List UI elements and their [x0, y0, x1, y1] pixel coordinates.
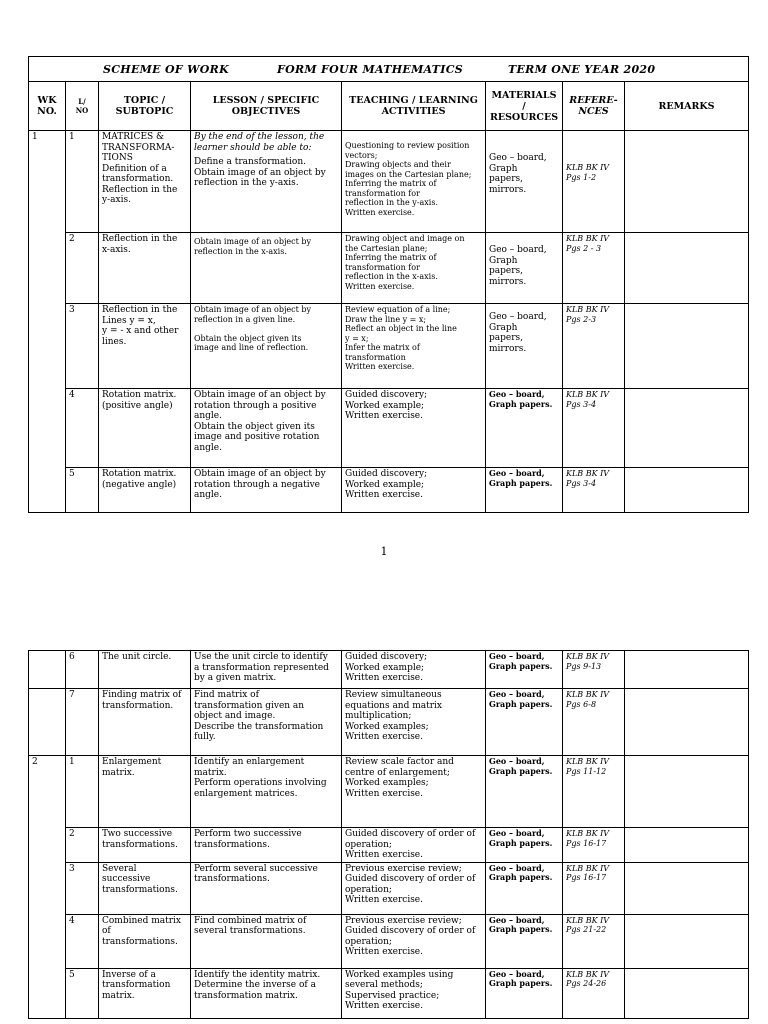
activities-cell: Drawing object and image on the Cartesian plane; Inferring the matrix of transformation for reflection in the x-axis. Written exercise. [342, 233, 486, 304]
table-row [29, 233, 749, 304]
table-row [29, 968, 749, 1018]
table-row [29, 389, 749, 468]
objectives-cell: Obtain image of an object by rotation through a positive angle. Obtain the object given its image and positive rotation angle. [191, 389, 342, 468]
topic-cell: MATRICES & TRANSFORMA- TIONS Definition of a transformation. Reflection in the y-axis. [99, 131, 191, 233]
week-cell [29, 651, 66, 689]
remarks-cell [625, 968, 749, 1018]
header-wk: WK NO. [29, 82, 66, 131]
week-cell: 2 [29, 756, 66, 1019]
topic-cell: Finding matrix of transformation. [99, 689, 191, 756]
lesson-number: 4 [66, 914, 99, 968]
topic-cell: Enlargement matrix. [99, 756, 191, 828]
lesson-number: 2 [66, 828, 99, 863]
remarks-cell [625, 651, 749, 689]
lesson-number: 6 [66, 651, 99, 689]
references-cell: KLB BK IV Pgs 2 - 3 [563, 233, 625, 304]
scheme-title: SCHEME OF WORK [103, 63, 229, 76]
objectives-text: Define a transformation. Obtain image of an object by reflection in the y-axis. [194, 157, 326, 188]
activities-cell: Worked examples using several methods; Supervised practice; Written exercise. [342, 968, 486, 1018]
header-materials: MATERIALS / RESOURCES [486, 82, 563, 131]
objectives-cell [191, 131, 342, 233]
header-objectives: LESSON / SPECIFIC OBJECTIVES [191, 82, 342, 131]
lesson-number: 3 [66, 304, 99, 389]
materials-cell: Geo – board, Graph papers. [486, 914, 563, 968]
week-cell [29, 689, 66, 756]
remarks-cell [625, 304, 749, 389]
references-cell: KLB BK IV Pgs 16-17 [563, 862, 625, 914]
references-cell: KLB BK IV Pgs 11-12 [563, 756, 625, 828]
references-cell: KLB BK IV Pgs 9-13 [563, 651, 625, 689]
table-row [29, 689, 749, 756]
title-row [29, 57, 749, 82]
objectives-cell: Obtain image of an object by reflection in the x-axis. [191, 233, 342, 304]
materials-cell: Geo – board, Graph papers. [486, 389, 563, 468]
materials-cell: Geo – board, Graph papers. [486, 828, 563, 863]
week-cell: 1 [29, 131, 66, 513]
table-row [29, 131, 749, 233]
materials-cell: Geo – board, Graph papers. [486, 651, 563, 689]
activities-cell: Guided discovery; Worked example; Written exercise. [342, 389, 486, 468]
topic-cell: Reflection in the Lines y = x, y = - x and other lines. [99, 304, 191, 389]
remarks-cell [625, 914, 749, 968]
references-cell: KLB BK IV Pgs 6-8 [563, 689, 625, 756]
activities-cell: Guided discovery of order of operation; Written exercise. [342, 828, 486, 863]
table-row [29, 862, 749, 914]
objectives-intro: By the end of the lesson, the learner should be able to: [194, 132, 325, 153]
objectives-cell: Perform two successive transformations. [191, 828, 342, 863]
materials-cell: Geo – board, Graph papers, mirrors. [486, 304, 563, 389]
objectives-cell: Obtain image of an object by rotation through a negative angle. [191, 468, 342, 513]
topic-cell: Inverse of a transformation matrix. [99, 968, 191, 1018]
activities-cell: Review simultaneous equations and matrix multiplication; Worked examples; Written exercise. [342, 689, 486, 756]
topic-cell: The unit circle. [99, 651, 191, 689]
remarks-cell [625, 689, 749, 756]
references-cell: KLB BK IV Pgs 16-17 [563, 828, 625, 863]
lesson-number: 7 [66, 689, 99, 756]
table-row [29, 468, 749, 513]
lesson-number: 4 [66, 389, 99, 468]
objectives-cell: Obtain image of an object by reflection in a given line. Obtain the object given its image and line of reflection. [191, 304, 342, 389]
activities-cell: Review equation of a line; Draw the line y = x; Reflect an object in the line y = x; Infer the matrix of transformation Written exercise. [342, 304, 486, 389]
remarks-cell [625, 756, 749, 828]
activities-cell: Previous exercise review; Guided discovery of order of operation; Written exercise. [342, 862, 486, 914]
remarks-cell [625, 131, 749, 233]
references-cell: KLB BK IV Pgs 3-4 [563, 468, 625, 513]
materials-cell: Geo – board, Graph papers. [486, 468, 563, 513]
header-row [29, 82, 749, 131]
header-remarks: REMARKS [625, 82, 749, 131]
topic-cell: Rotation matrix. (positive angle) [99, 389, 191, 468]
references-cell: KLB BK IV Pgs 24-26 [563, 968, 625, 1018]
scheme-table-page-1 [28, 56, 749, 513]
lesson-number: 2 [66, 233, 99, 304]
lesson-number: 1 [66, 756, 99, 828]
remarks-cell [625, 468, 749, 513]
objectives-cell: Identify an enlargement matrix. Perform operations involving enlargement matrices. [191, 756, 342, 828]
activities-cell: Guided discovery; Worked example; Written exercise. [342, 468, 486, 513]
table-row [29, 828, 749, 863]
topic-cell: Two successive transformations. [99, 828, 191, 863]
header-references: REFERE- NCES [563, 82, 625, 131]
topic-cell: Several successive transformations. [99, 862, 191, 914]
references-cell: KLB BK IV Pgs 3-4 [563, 389, 625, 468]
materials-cell: Geo – board, Graph papers. [486, 756, 563, 828]
lesson-number: 5 [66, 968, 99, 1018]
references-cell: KLB BK IV Pgs 1-2 [563, 131, 625, 233]
header-activities: TEACHING / LEARNING ACTIVITIES [342, 82, 486, 131]
topic-cell: Reflection in the x-axis. [99, 233, 191, 304]
table-row [29, 756, 749, 828]
lesson-number: 5 [66, 468, 99, 513]
objectives-cell: Find matrix of transformation given an object and image. Describe the transformation fully. [191, 689, 342, 756]
materials-cell: Geo – board, Graph papers. [486, 968, 563, 1018]
materials-cell: Geo – board, Graph papers, mirrors. [486, 131, 563, 233]
references-cell: KLB BK IV Pgs 21-22 [563, 914, 625, 968]
objectives-cell: Perform several successive transformations. [191, 862, 342, 914]
table-row [29, 651, 749, 689]
topic-cell: Combined matrix of transformations. [99, 914, 191, 968]
subject-title: FORM FOUR MATHEMATICS [277, 63, 464, 76]
scheme-table-page-2 [28, 650, 749, 1019]
remarks-cell [625, 828, 749, 863]
page-number: 1 [380, 545, 388, 558]
references-cell: KLB BK IV Pgs 2-3 [563, 304, 625, 389]
term-title: TERM ONE YEAR 2020 [508, 63, 656, 76]
lesson-number: 1 [66, 131, 99, 233]
materials-cell: Geo – board, Graph papers. [486, 862, 563, 914]
topic-cell: Rotation matrix. (negative angle) [99, 468, 191, 513]
remarks-cell [625, 862, 749, 914]
materials-cell: Geo – board, Graph papers, mirrors. [486, 233, 563, 304]
activities-cell: Guided discovery; Worked example; Written exercise. [342, 651, 486, 689]
remarks-cell [625, 233, 749, 304]
objectives-cell: Use the unit circle to identify a transformation represented by a given matrix. [191, 651, 342, 689]
materials-cell: Geo – board, Graph papers. [486, 689, 563, 756]
objectives-cell: Find combined matrix of several transformations. [191, 914, 342, 968]
table-row [29, 914, 749, 968]
objectives-cell: Identify the identity matrix. Determine the inverse of a transformation matrix. [191, 968, 342, 1018]
activities-cell: Previous exercise review; Guided discovery of order of operation; Written exercise. [342, 914, 486, 968]
header-topic: TOPIC / SUBTOPIC [99, 82, 191, 131]
remarks-cell [625, 389, 749, 468]
header-lno: L/ NO [66, 82, 99, 131]
activities-cell: Review scale factor and centre of enlargement; Worked examples; Written exercise. [342, 756, 486, 828]
table-row [29, 304, 749, 389]
activities-cell: Questioning to review position vectors; Drawing objects and their images on the Cartesian plane; Inferring the matrix of transformation for reflection in the y-axis. Written exercise. [342, 131, 486, 233]
lesson-number: 3 [66, 862, 99, 914]
